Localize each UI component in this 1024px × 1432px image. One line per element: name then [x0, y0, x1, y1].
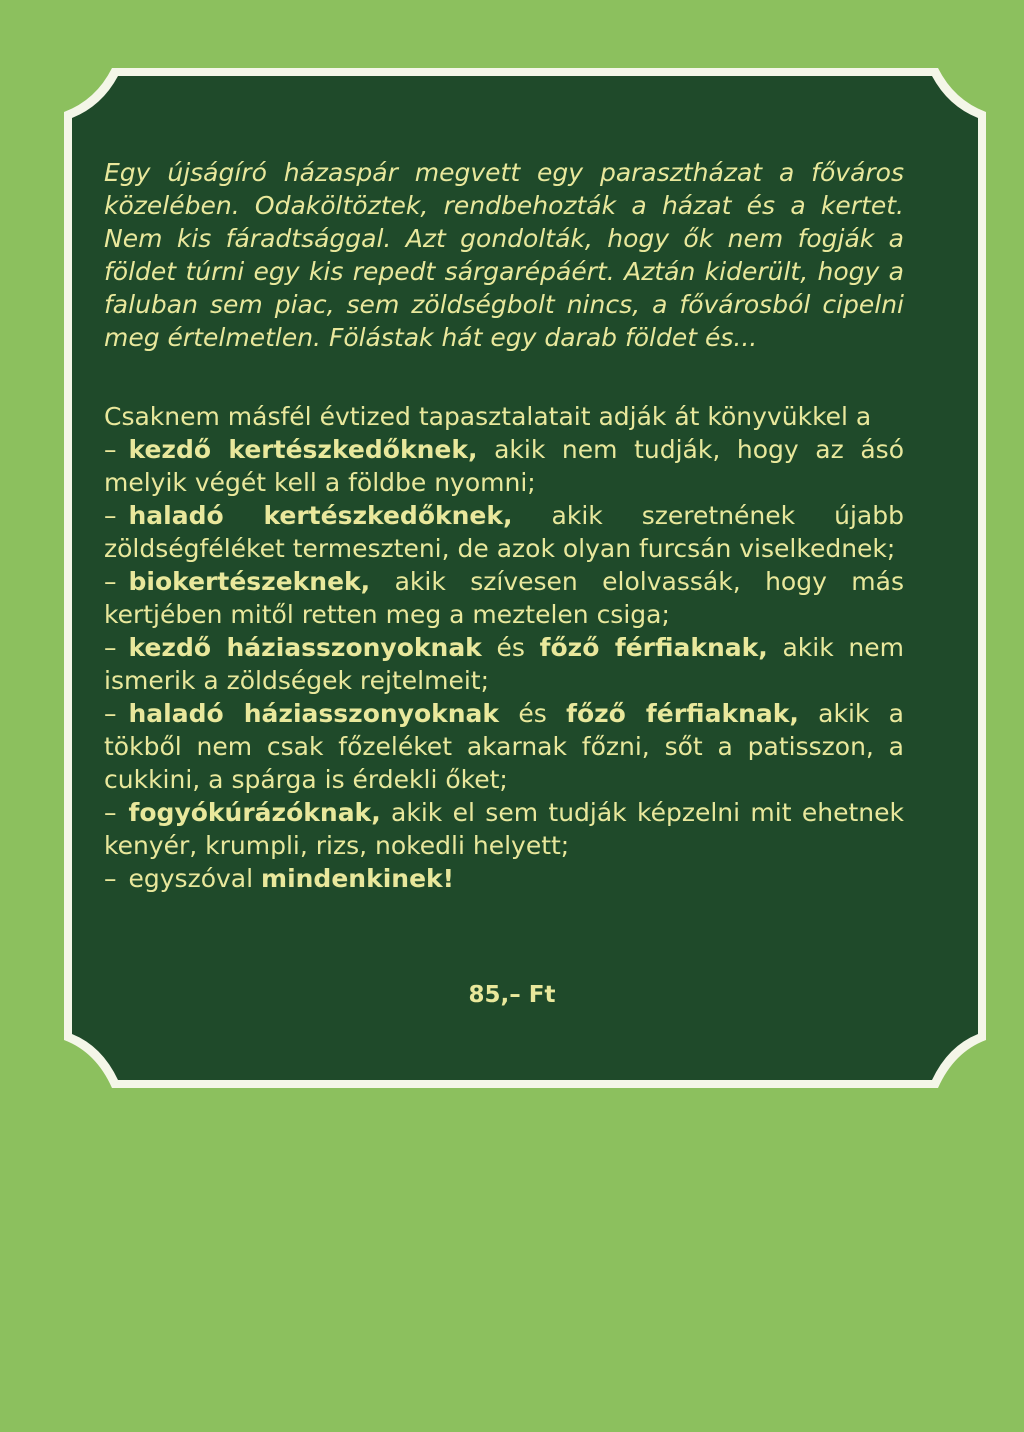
audience-name: kezdő háziasszonyoknak	[128, 633, 482, 662]
closing-emphasis: mindenkinek!	[261, 864, 455, 893]
intro-paragraph: Egy újságíró házaspár megvett egy parasztházat a főváros közelében. Odaköltöztek, rendbehozták a házat és a kertet. Nem kis fáradtsággal. Azt gondolták, hogy ők nem fogják a földet túrni egy kis repedt sárgarépáért. Aztán kiderült, hogy a faluban sem piac, sem zöldségbolt nincs, a fővárosból cipelni meg értelmetlen. Fölástak hát egy darab földet és...	[104, 158, 904, 352]
audience-description: akik a tökből nem csak főzeléket akarnak főzni, sőt a patisszon, a cukkini, a spárga is érdekli őket;	[104, 699, 905, 794]
dash: –	[104, 864, 117, 893]
list-item	[104, 862, 904, 895]
list-item	[104, 796, 904, 862]
list-item	[104, 565, 904, 631]
audience-lead: Csaknem másfél évtized tapasztalatait adják át könyvükkel a	[104, 402, 872, 431]
audience-name: haladó kertészkedőknek,	[128, 501, 513, 530]
conjunction: és	[518, 699, 547, 728]
audience-name-second: főző férfiaknak,	[539, 633, 768, 662]
audience-name: haladó háziasszonyoknak	[128, 699, 500, 728]
list-item	[104, 631, 904, 697]
dash: –	[104, 435, 117, 464]
audience-name-second: főző férfiaknak,	[566, 699, 799, 728]
audience-name: kezdő kertészkedőknek,	[128, 435, 478, 464]
closing-text: egyszóval	[128, 864, 254, 893]
audience-description: akik nem ismerik a zöldségek rejtelmeit;	[104, 633, 904, 695]
audience-name: fogyókúrázóknak,	[128, 798, 381, 827]
audience-name: biokertészeknek,	[128, 567, 371, 596]
dash: –	[104, 633, 117, 662]
blurb	[104, 156, 904, 895]
audience-section	[104, 400, 904, 895]
conjunction: és	[496, 633, 525, 662]
dash: –	[104, 798, 117, 827]
price-label: 85,– Ft	[468, 982, 556, 1008]
list-item	[104, 499, 904, 565]
audience-description: akik szívesen elolvassák, hogy más kertjében mitől retten meg a meztelen csiga;	[104, 567, 904, 629]
dash: –	[104, 699, 117, 728]
list-item	[104, 433, 904, 499]
audience-description: akik el sem tudják képzelni mit ehetnek kenyér, krumpli, rizs, nokedli helyett;	[104, 798, 904, 860]
dash: –	[104, 501, 117, 530]
list-item	[104, 697, 904, 796]
audience-description: akik nem tudják, hogy az ásó melyik végét kell a földbe nyomni;	[104, 435, 904, 497]
audience-description: akik szeretnének újabb zöldségféléket termeszteni, de azok olyan furcsán viselkednek;	[104, 501, 904, 563]
dash: –	[104, 567, 117, 596]
